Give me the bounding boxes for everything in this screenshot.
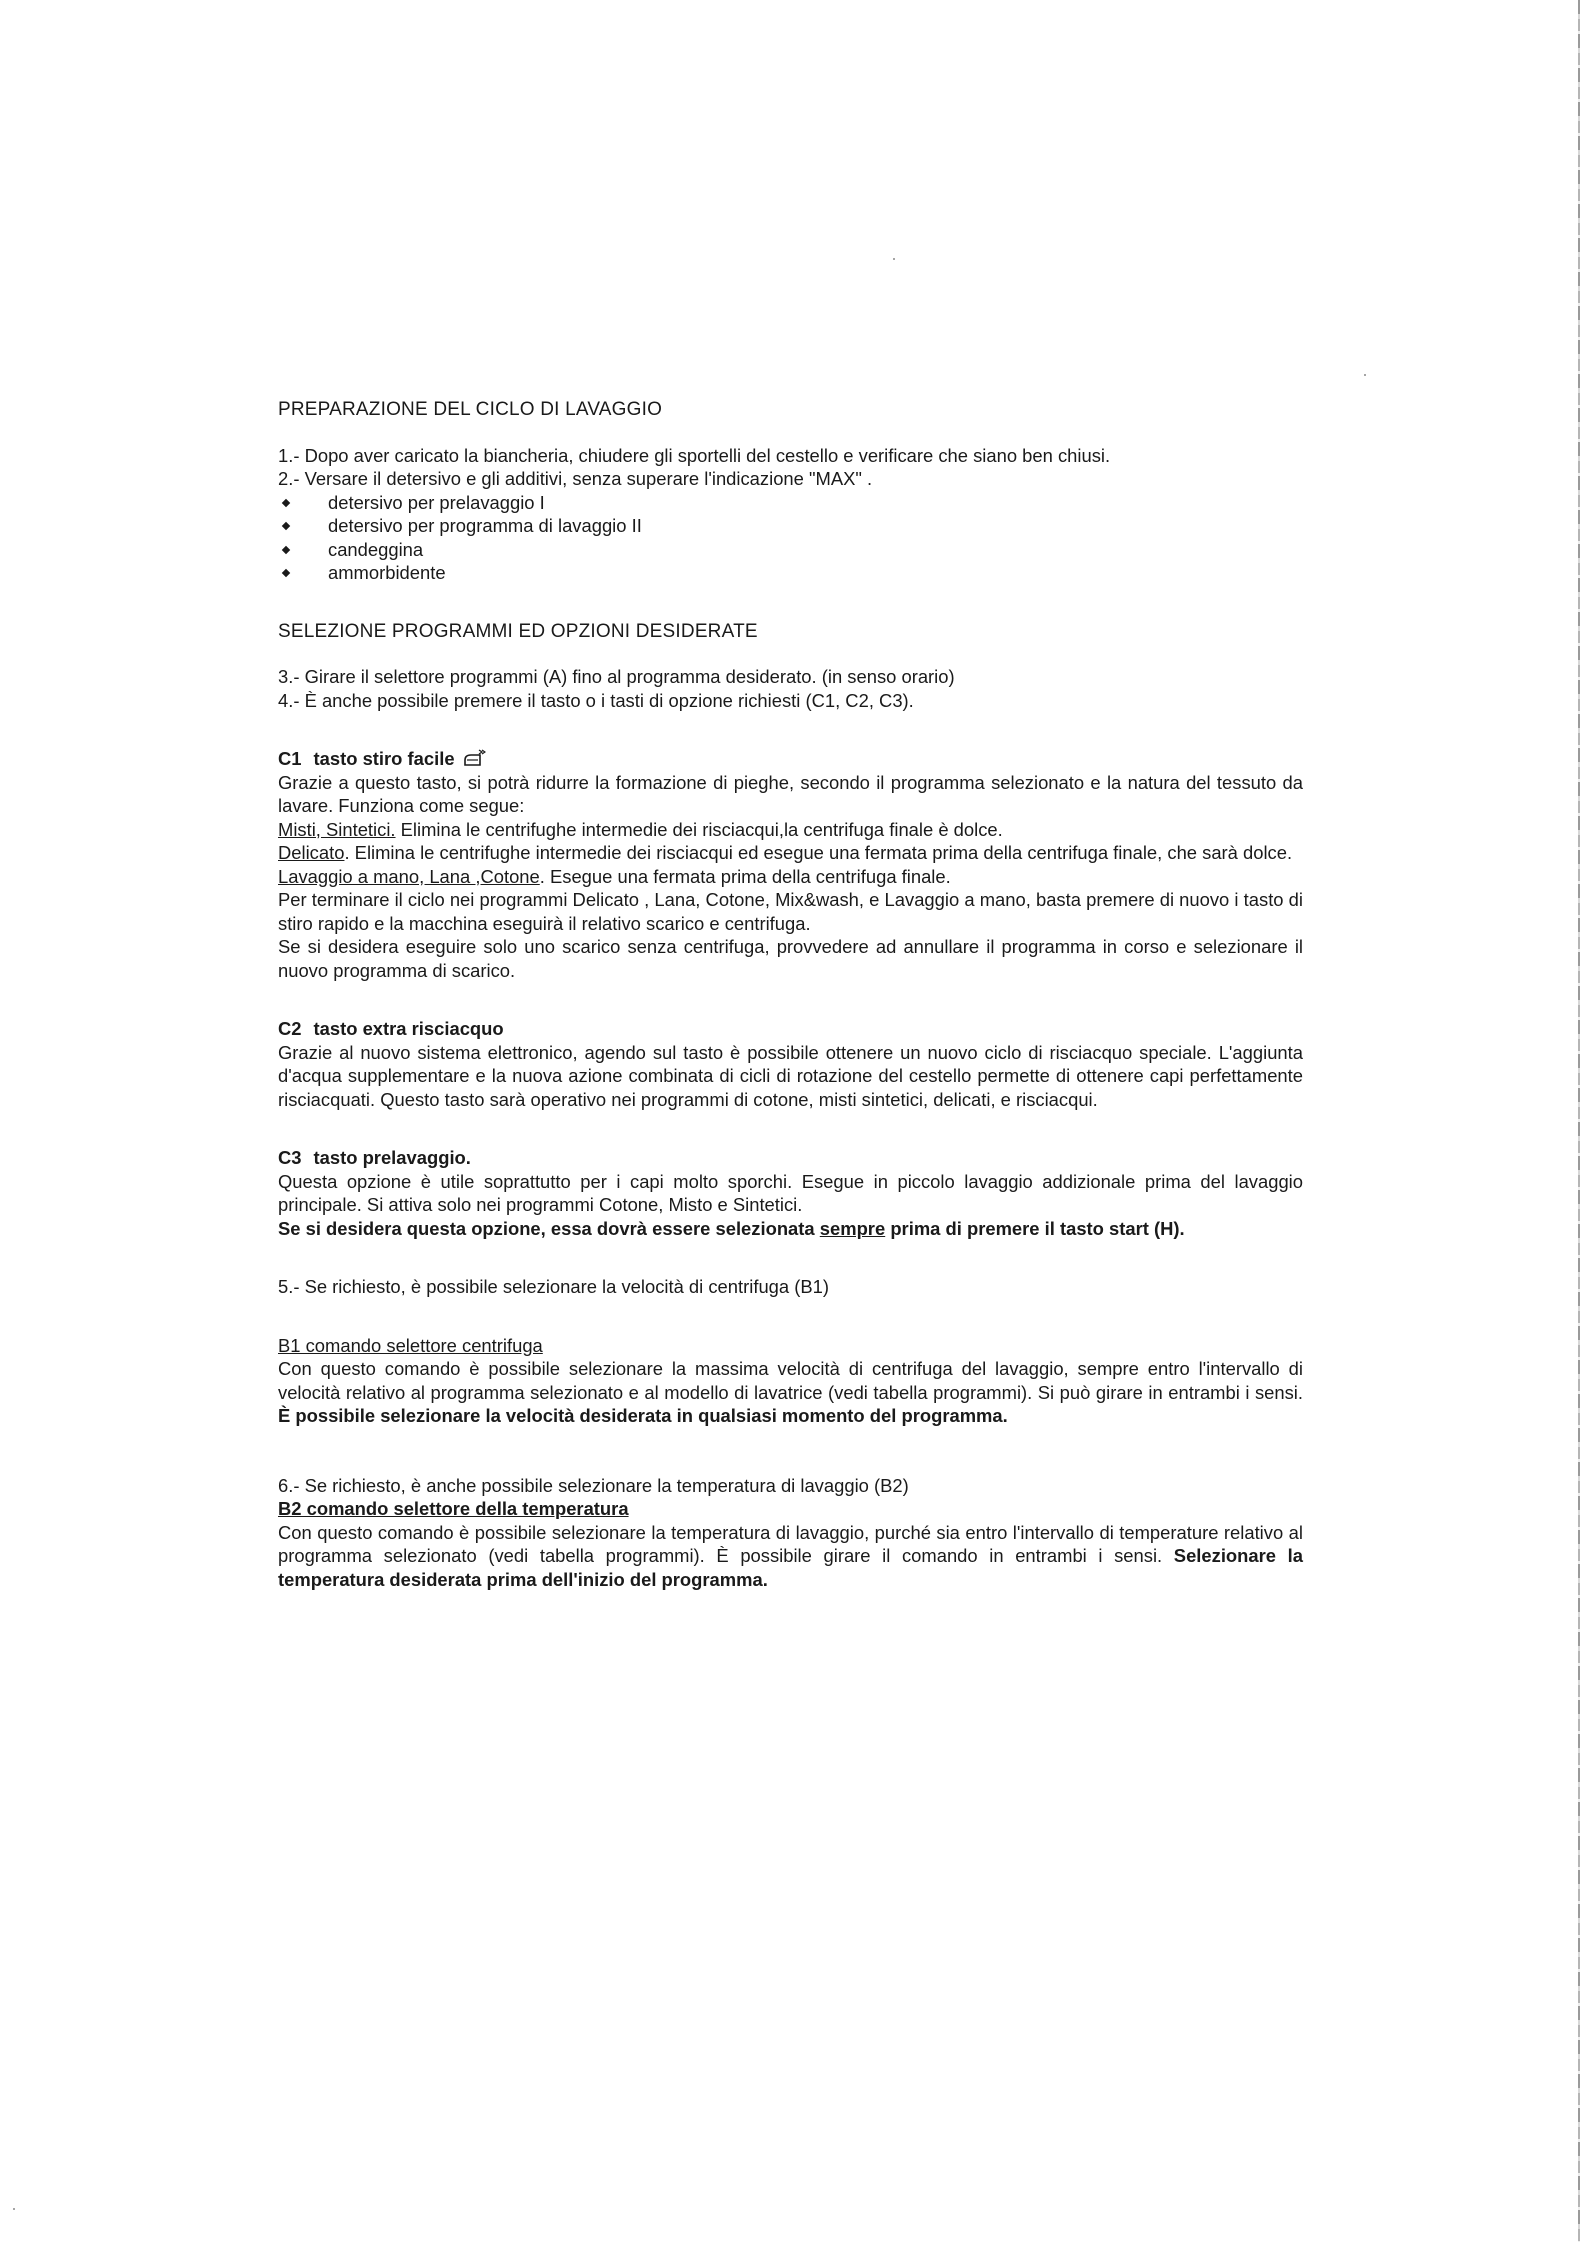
easy-iron-icon xyxy=(464,749,486,767)
step-2: 2.- Versare il detersivo e gli additivi, senza superare l'indicazione "MAX" . xyxy=(278,468,873,489)
b1-text: Con questo comando è possibile selezionare la massima velocità di centrifuga del lavaggio, sempre entro l'intervallo di velocità relativo al programma selezionato e al modello di lavatrice (vedi tabella programmi). Si può girare in entrambi i sensi. È possibile selezionare la velocità desiderata in qualsiasi momento del programma. xyxy=(278,1358,1303,1426)
option-name: tasto prelavaggio. xyxy=(313,1147,471,1168)
step-1: 1.- Dopo aver caricato la biancheria, chiudere gli sportelli del cestello e verificare che siano ben chiusi. xyxy=(278,444,1111,466)
option-name: tasto extra risciacquo xyxy=(313,1018,504,1039)
option-c2-text: Grazie al nuovo sistema elettronico, agendo sul tasto è possibile ottenere un nuovo ciclo di risciacquo speciale. L'aggiunta d'acqua supplementare e la nuova azione combinata di cicli di rotazione del cestello permette di ottenere capi perfettamente risciacquati. Questo tasto sarà operativo nei programmi di cotone, misti sintetici, delicati, e risciacqui. xyxy=(278,1041,1303,1110)
step-6: 6.- Se richiesto, è anche possibile selezionare la temperatura di lavaggio (B2) xyxy=(278,1474,909,1496)
option-c3-title xyxy=(278,1146,1303,1170)
option-code: C3 xyxy=(278,1147,302,1168)
detergent-list xyxy=(278,491,1303,585)
option-code: C2 xyxy=(278,1018,302,1039)
list-item: detersivo per prelavaggio I xyxy=(278,491,1303,515)
option-c1-note: Se si desidera eseguire solo uno scarico senza centrifuga, provvedere ad annullare il programma in corso e selezionare il nuovo programma di scarico. xyxy=(278,936,1303,981)
scan-speck xyxy=(13,2208,15,2210)
section-heading-selection: SELEZIONE PROGRAMMI ED OPZIONI DESIDERATE xyxy=(278,620,758,642)
section-heading-preparation: PREPARAZIONE DEL CICLO DI LAVAGGIO xyxy=(278,399,663,420)
option-c2-title xyxy=(278,1017,1303,1041)
step-4: 4.- È anche possibile premere il tasto o i tasti di opzione richiesti (C1, C2, C3). xyxy=(278,689,914,711)
step-3: 3.- Girare il selettore programmi (A) fino al programma desiderato. (in senso orario) xyxy=(278,666,955,687)
b2-title: B2 comando selettore della temperatura xyxy=(278,1498,629,1519)
list-item: candeggina xyxy=(278,538,1303,562)
option-c1-item: Misti, Sintetici. Elimina le centrifughe intermedie dei risciacqui,la centrifuga finale è dolce. xyxy=(278,818,1003,840)
option-c3-warning: Se si desidera questa opzione, essa dovrà essere selezionata sempre prima di premere il tasto start (H). xyxy=(278,1217,1185,1239)
step-5: 5.- Se richiesto, è possibile selezionare la velocità di centrifuga (B1) xyxy=(278,1276,829,1297)
list-item: ammorbidente xyxy=(278,561,1303,585)
option-c1-intro: Grazie a questo tasto, si potrà ridurre la formazione di pieghe, secondo il programma selezionato e la natura del tessuto da lavare. Funziona come segue: xyxy=(278,771,1303,816)
option-c1-title xyxy=(278,747,1303,771)
scan-edge xyxy=(1578,0,1580,2242)
b2-text: Con questo comando è possibile selezionare la temperatura di lavaggio, purché sia entro l'intervallo di temperature relativo al programma selezionato (vedi tabella programmi). È possibile girare il comando in entrambi i sensi. Selezionare la temperatura desiderata prima dell'inizio del programma. xyxy=(278,1521,1303,1590)
option-c1-item: Delicato. Elimina le centrifughe intermedie dei risciacqui ed esegue una fermata prima della centrifuga finale, che sarà dolce. xyxy=(278,842,1293,863)
option-code: C1 xyxy=(278,748,302,769)
document-page xyxy=(278,398,1303,1591)
option-c1-note: Per terminare il ciclo nei programmi Delicato , Lana, Cotone, Mix&wash, e Lavaggio a mano, basta premere di nuovo i tasto di stiro rapido e la macchina eseguirà il relativo scarico e centrifuga. xyxy=(278,889,1303,934)
option-name: tasto stiro facile xyxy=(313,748,455,769)
option-c1-item: Lavaggio a mano, Lana ,Cotone. Esegue una fermata prima della centrifuga finale. xyxy=(278,865,951,887)
list-item: detersivo per programma di lavaggio II xyxy=(278,514,1303,538)
scan-speck xyxy=(893,258,895,260)
option-c3-text: Questa opzione è utile soprattutto per i capi molto sporchi. Esegue in piccolo lavaggio addizionale prima del lavaggio principale. Si attiva solo nei programmi Cotone, Misto e Sintetici. xyxy=(278,1170,1303,1215)
scan-speck xyxy=(1364,374,1366,376)
b1-title: B1 comando selettore centrifuga xyxy=(278,1334,543,1356)
